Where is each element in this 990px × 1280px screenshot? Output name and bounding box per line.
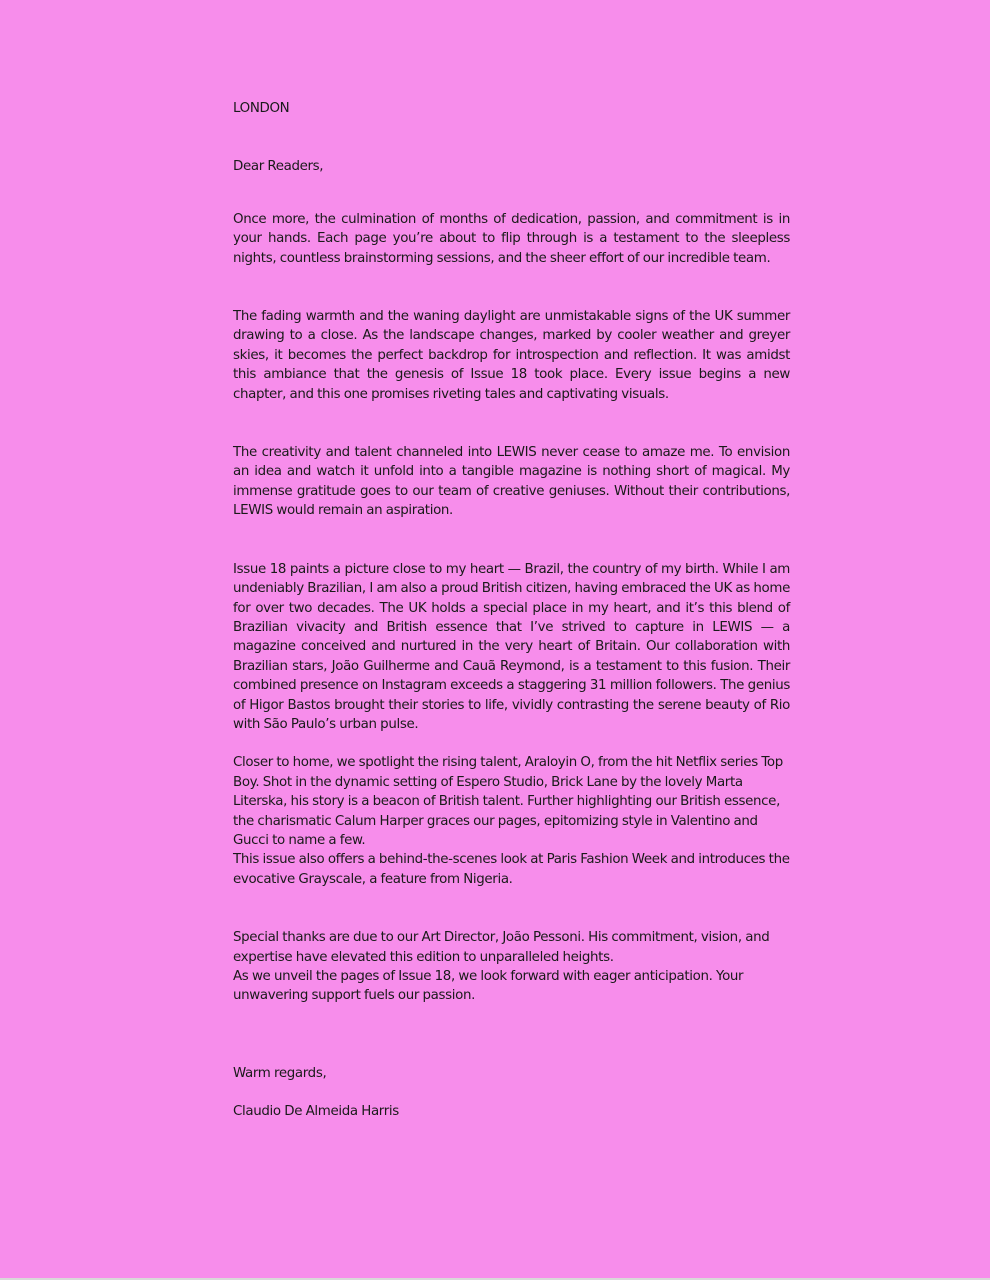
letter-paragraph: Special thanks are due to our Art Director, João Pessoni. His commitment, vision, and expertise have elevated this edition to unparalleled heights.	[233, 930, 770, 965]
letter-paragraph-group	[233, 928, 790, 1006]
letter-paragraph: The creativity and talent channeled into LEWIS never cease to amaze me. To envision an idea and watch it unfold into a tangible magazine is nothing short of magical. My immense gratitude goes to our team of creative geniuses. Without their contributions, LEWIS would remain an aspiration.	[233, 445, 790, 519]
letter-salutation: Dear Readers,	[233, 159, 324, 175]
letter-closing: Warm regards,	[233, 1065, 327, 1081]
letter-paragraph: Once more, the culmination of months of dedication, passion, and commitment is in your hands. Each page you’re about to flip through is a testament to the sleepless nights, countless brainstorming sessions, and the sheer effort of our incredible team.	[233, 211, 790, 266]
letter-signature: Claudio De Almeida Harris	[233, 1104, 399, 1120]
letter-paragraph: Closer to home, we spotlight the rising talent, Araloyin O, from the hit Netflix series Top Boy. Shot in the dynamic setting of Espero Studio, Brick Lane by the lovely Marta Literska, his story is a beacon of British talent. Further highlighting our British essence, the charismatic Calum Harper graces our pages, epitomizing style in Valentino and Gucci to name a few.	[233, 755, 783, 848]
letter-paragraph: As we unveil the pages of Issue 18, we look forward with eager anticipation. Your unwavering support fuels our passion.	[233, 969, 744, 1004]
letter-paragraph-group	[233, 753, 790, 889]
letter-paragraph: The fading warmth and the waning daylight are unmistakable signs of the UK summer drawing to a close. As the landscape changes, marked by cooler weather and greyer skies, it becomes the perfect backdrop for introspection and reflection. It was amidst this ambiance that the genesis of Issue 18 took place. Every issue begins a new chapter, and this one promises riveting tales and captivating visuals.	[233, 309, 790, 402]
editors-letter	[233, 99, 790, 1122]
letter-paragraph: This issue also offers a behind-the-scenes look at Paris Fashion Week and introduces the evocative Grayscale, a feature from Nigeria.	[233, 852, 790, 887]
letter-paragraph: Issue 18 paints a picture close to my heart — Brazil, the country of my birth. While I am undeniably Brazilian, I am also a proud British citizen, having embraced the UK as home for over two decades. The UK holds a special place in my heart, and it’s this blend of Brazilian vivacity and British essence that I’ve strived to capture in LEWIS — a magazine conceived and nurtured in the very heart of Britain. Our collaboration with Brazilian stars, João Guilherme and Cauã Reymond, is a testament to this fusion. Their combined presence on Instagram exceeds a staggering 31 million followers. The genius of Higor Bastos brought their stories to life, vividly contrasting the serene beauty of Rio with São Paulo’s urban pulse.	[233, 561, 790, 732]
letter-location: LONDON	[233, 101, 290, 116]
